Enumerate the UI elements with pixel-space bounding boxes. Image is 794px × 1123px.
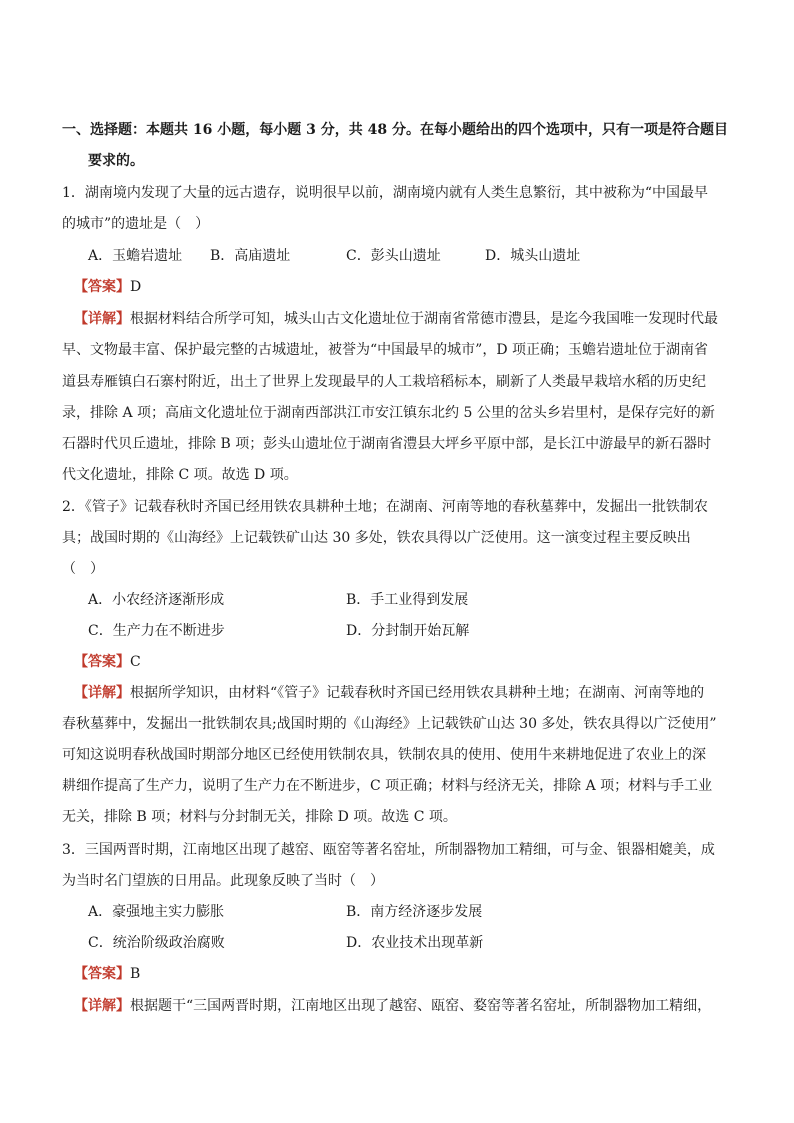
- answer-value: D: [130, 279, 142, 295]
- q3-option-b: B．南方经济逐步发展: [346, 904, 483, 920]
- q3-stem-line-2: 为当时名门望族的日用品。此现象反映了当时（ ）: [62, 873, 384, 889]
- q1-detail-line-1: [74, 309, 718, 329]
- answer-label: 【答案】: [74, 654, 130, 670]
- detail-label: 【详解】: [74, 998, 130, 1014]
- section-heading: 一、选择题：本题共 16 小题，每小题 3 分，共 48 分。在每小题给出的四个选项中，只有一项是符合题目: [62, 122, 728, 138]
- q1-option-d: D．城头山遗址: [485, 248, 581, 264]
- q2-detail-line-1: [74, 683, 704, 703]
- q2-detail-line-5: 无关，排除 B 项；材料与分封制无关，排除 D 项。故选 C 项。: [62, 809, 457, 825]
- q1-detail-line-5: 石器时代贝丘遗址，排除 B 项；彭头山遗址位于湖南省澧县大坪乡平原中部，是长江中游最早的新石器时: [62, 436, 712, 452]
- q2-stem-line-2: 具；战国时期的《山海经》上记载铁矿山达 30 多处，铁农具得以广泛使用。这一演变过程主要反映出: [62, 530, 691, 546]
- q3-stem-line-1: 3．三国两晋时期，江南地区出现了越窑、瓯窑等著名窑址，所制器物加工精细，可与金、银器相媲美，成: [62, 842, 715, 858]
- q2-detail-line-4: 耕细作提高了生产力，说明了生产力在不断进步，C 项正确；材料与经济无关，排除 A 项；材料与手工业: [62, 778, 713, 794]
- q1-detail-line-3: 道县寿雁镇白石寨村附近，出土了世界上发现最早的人工栽培稻标本，刷新了人类最早栽培水稻的历史纪: [62, 374, 706, 390]
- q1-detail-line-2: 早、文物最丰富、保护最完整的古城遗址，被誉为“中国最早的城市”，D 项正确；玉蟾岩遗址位于湖南省: [62, 342, 708, 358]
- answer-label: 【答案】: [74, 966, 130, 982]
- q3-detail-line-1: [74, 996, 711, 1016]
- q2-option-d: D．分封制开始瓦解: [346, 623, 470, 639]
- q3-option-c: C．统治阶级政治腐败: [88, 935, 225, 951]
- q2-stem-line-1: 2．《管子》记载春秋时齐国已经用铁农具耕种土地；在湖南、河南等地的春秋墓葬中，发掘出一批铁制农: [62, 499, 708, 515]
- q1-stem-line-1: 1．湖南境内发现了大量的远古遗存，说明很早以前，湖南境内就有人类生息繁衍，其中被称为“中国最早: [62, 185, 709, 201]
- detail-label: 【详解】: [74, 685, 130, 701]
- answer-value: C: [130, 654, 141, 670]
- detail-label: 【详解】: [74, 311, 130, 327]
- q2-option-c: C．生产力在不断进步: [88, 623, 225, 639]
- q1-option-c: C．彭头山遗址: [346, 248, 441, 264]
- q1-stem-line-2: 的城市”的遗址是（ ）: [62, 216, 210, 232]
- q2-answer: [74, 652, 141, 672]
- q1-option-b: B．高庙遗址: [210, 248, 291, 264]
- answer-label: 【答案】: [74, 279, 130, 295]
- q3-option-a: A．豪强地主实力膨胀: [88, 904, 225, 920]
- q2-detail-line-2: 春秋墓葬中，发掘出一批铁制农具;战国时期的《山海经》上记载铁矿山达 30 多处，铁农具得以广泛使用”: [62, 716, 717, 732]
- q2-option-a: A．小农经济逐渐形成: [88, 592, 225, 608]
- q2-detail-line-3: 可知这说明春秋战国时期部分地区已经使用铁制农具，铁制农具的使用、使用牛来耕地促进了农业上的深: [62, 747, 706, 763]
- q3-answer: [74, 964, 140, 984]
- detail-text: 根据材料结合所学可知，城头山古文化遗址位于湖南省常德市澧县，是迄今我国唯一发现时代最: [130, 311, 718, 327]
- answer-value: B: [130, 966, 141, 982]
- q1-option-a: A．玉蟾岩遗址: [88, 248, 183, 264]
- q1-detail-line-6: 代文化遗址，排除 C 项。故选 D 项。: [62, 467, 298, 483]
- q2-stem-line-3: （ ）: [62, 561, 104, 577]
- q2-option-b: B．手工业得到发展: [346, 592, 469, 608]
- detail-text: 根据所学知识，由材料“《管子》记载春秋时齐国已经用铁农具耕种土地；在湖南、河南等地的: [130, 685, 705, 701]
- q1-detail-line-4: 录，排除 A 项；高庙文化遗址位于湖南西部洪江市安江镇东北约 5 公里的岔头乡岩里村，是保存完好的新: [62, 405, 715, 421]
- q3-option-d: D．农业技术出现革新: [346, 935, 484, 951]
- q1-answer: [74, 277, 141, 297]
- detail-text: 根据题干“三国两晋时期，江南地区出现了越窑、瓯窑、婺窑等著名窑址，所制器物加工精细，: [130, 998, 712, 1014]
- section-heading-cont: 要求的。: [88, 153, 144, 169]
